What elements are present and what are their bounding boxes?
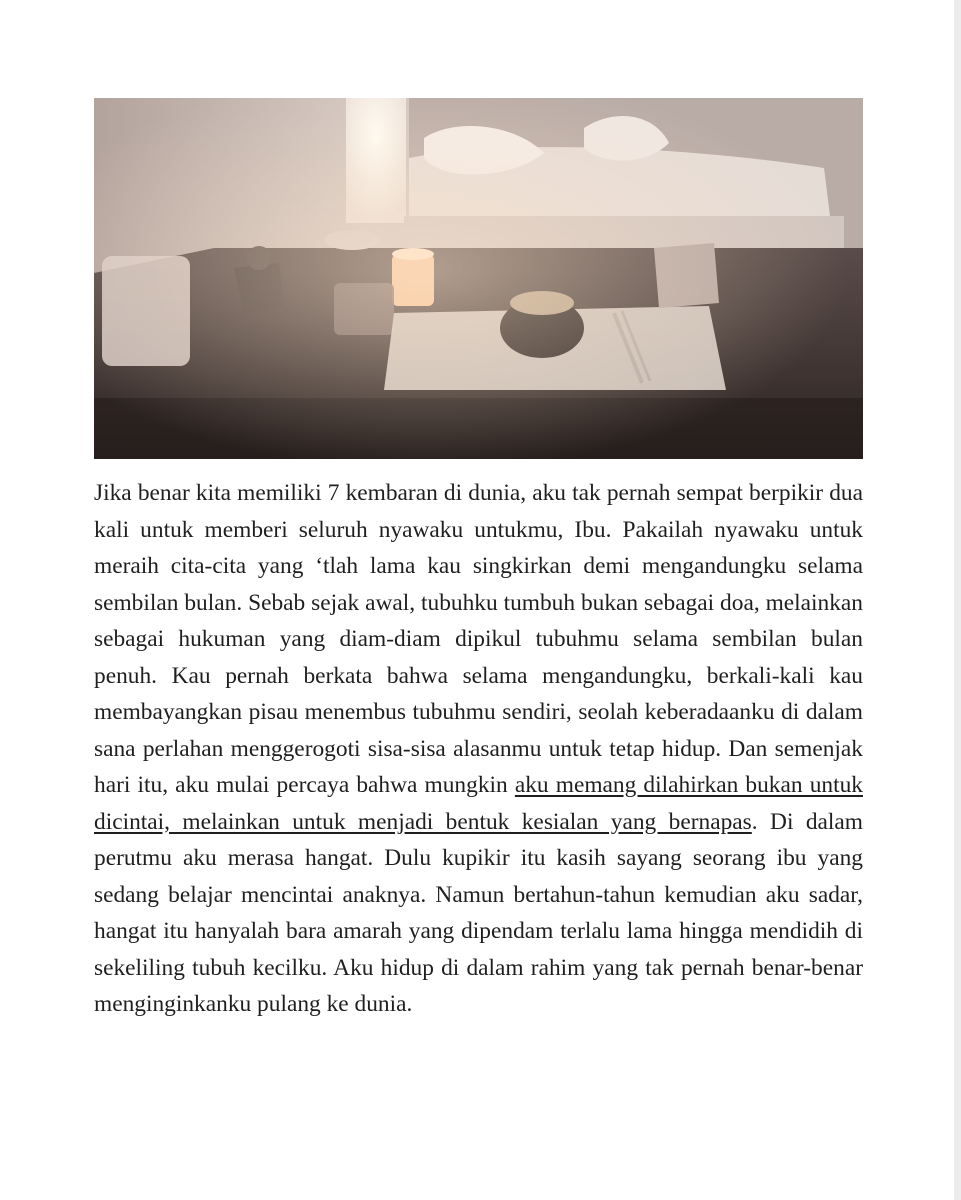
story-text-part2: . Di dalam perutmu aku merasa hangat. Dulu kupikir itu kasih sayang seorang ibu yang sedang belajar mencintai anaknya. Namun bertahun-tahun kemudian aku sadar, hangat itu hanyalah bara amarah yang dipendam terlalu lama hingga mendidih di sekeliling tubuh kecilku. Aku hidup di dalam rahim yang tak pernah benar-benar menginginkanku pulang ke dunia. [94,808,864,1017]
photo-illustration [94,98,863,459]
underlined-quote: aku memang dilahirkan bukan untuk dicintai, melainkan untuk menjadi bentuk kesialan yang bernapas [94,772,863,835]
story-text-part1: Jika benar kita memiliki 7 kembaran di dunia, aku tak pernah sempat berpikir dua kali untuk memberi seluruh nyawaku untukmu, Ibu. Pakailah nyawaku untuk meraih cita-cita yang ‘tlah lama kau singkirkan demi mengandungku selama sembilan bulan. Sebab sejak awal, tubuhku tumbuh bukan sebagai doa, melainkan sebagai hukuman yang diam-diam dipikul tubuhmu selama sembilan bulan penuh. Kau pernah berkata bahwa selama mengandungku, berkali-kali kau membayangkan pisau menembus tubuhmu sendiri, seolah keberadaanku di dalam sana perlahan menggerogoti sisa-sisa alasanmu untuk tetap hidup. Dan semenjak hari itu, aku mulai percaya bahwa mungkin [94,480,863,798]
candlelit-table-photo [94,98,863,459]
story-paragraph [94,475,863,1023]
page-edge [954,0,961,1200]
